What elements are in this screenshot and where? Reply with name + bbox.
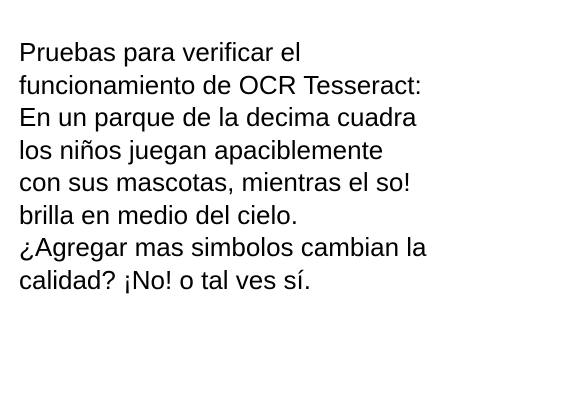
text-line-3: En un parque de la decima cuadra xyxy=(19,102,417,132)
text-line-1: Pruebas para verificar el xyxy=(19,37,301,67)
text-line-2: funcionamiento de OCR Tesseract: xyxy=(19,69,422,100)
document-text-block xyxy=(19,36,564,296)
text-line-7: ¿Agregar mas simbolos cambian la xyxy=(19,232,427,262)
text-line-5: con sus mascotas, mientras el so! xyxy=(19,167,411,197)
text-line-4: los niños juegan apaciblemente xyxy=(19,134,384,165)
text-line-6: brilla en medio del cielo. xyxy=(19,199,298,230)
text-line-8: calidad? ¡No! o tal ves sí. xyxy=(19,264,311,295)
